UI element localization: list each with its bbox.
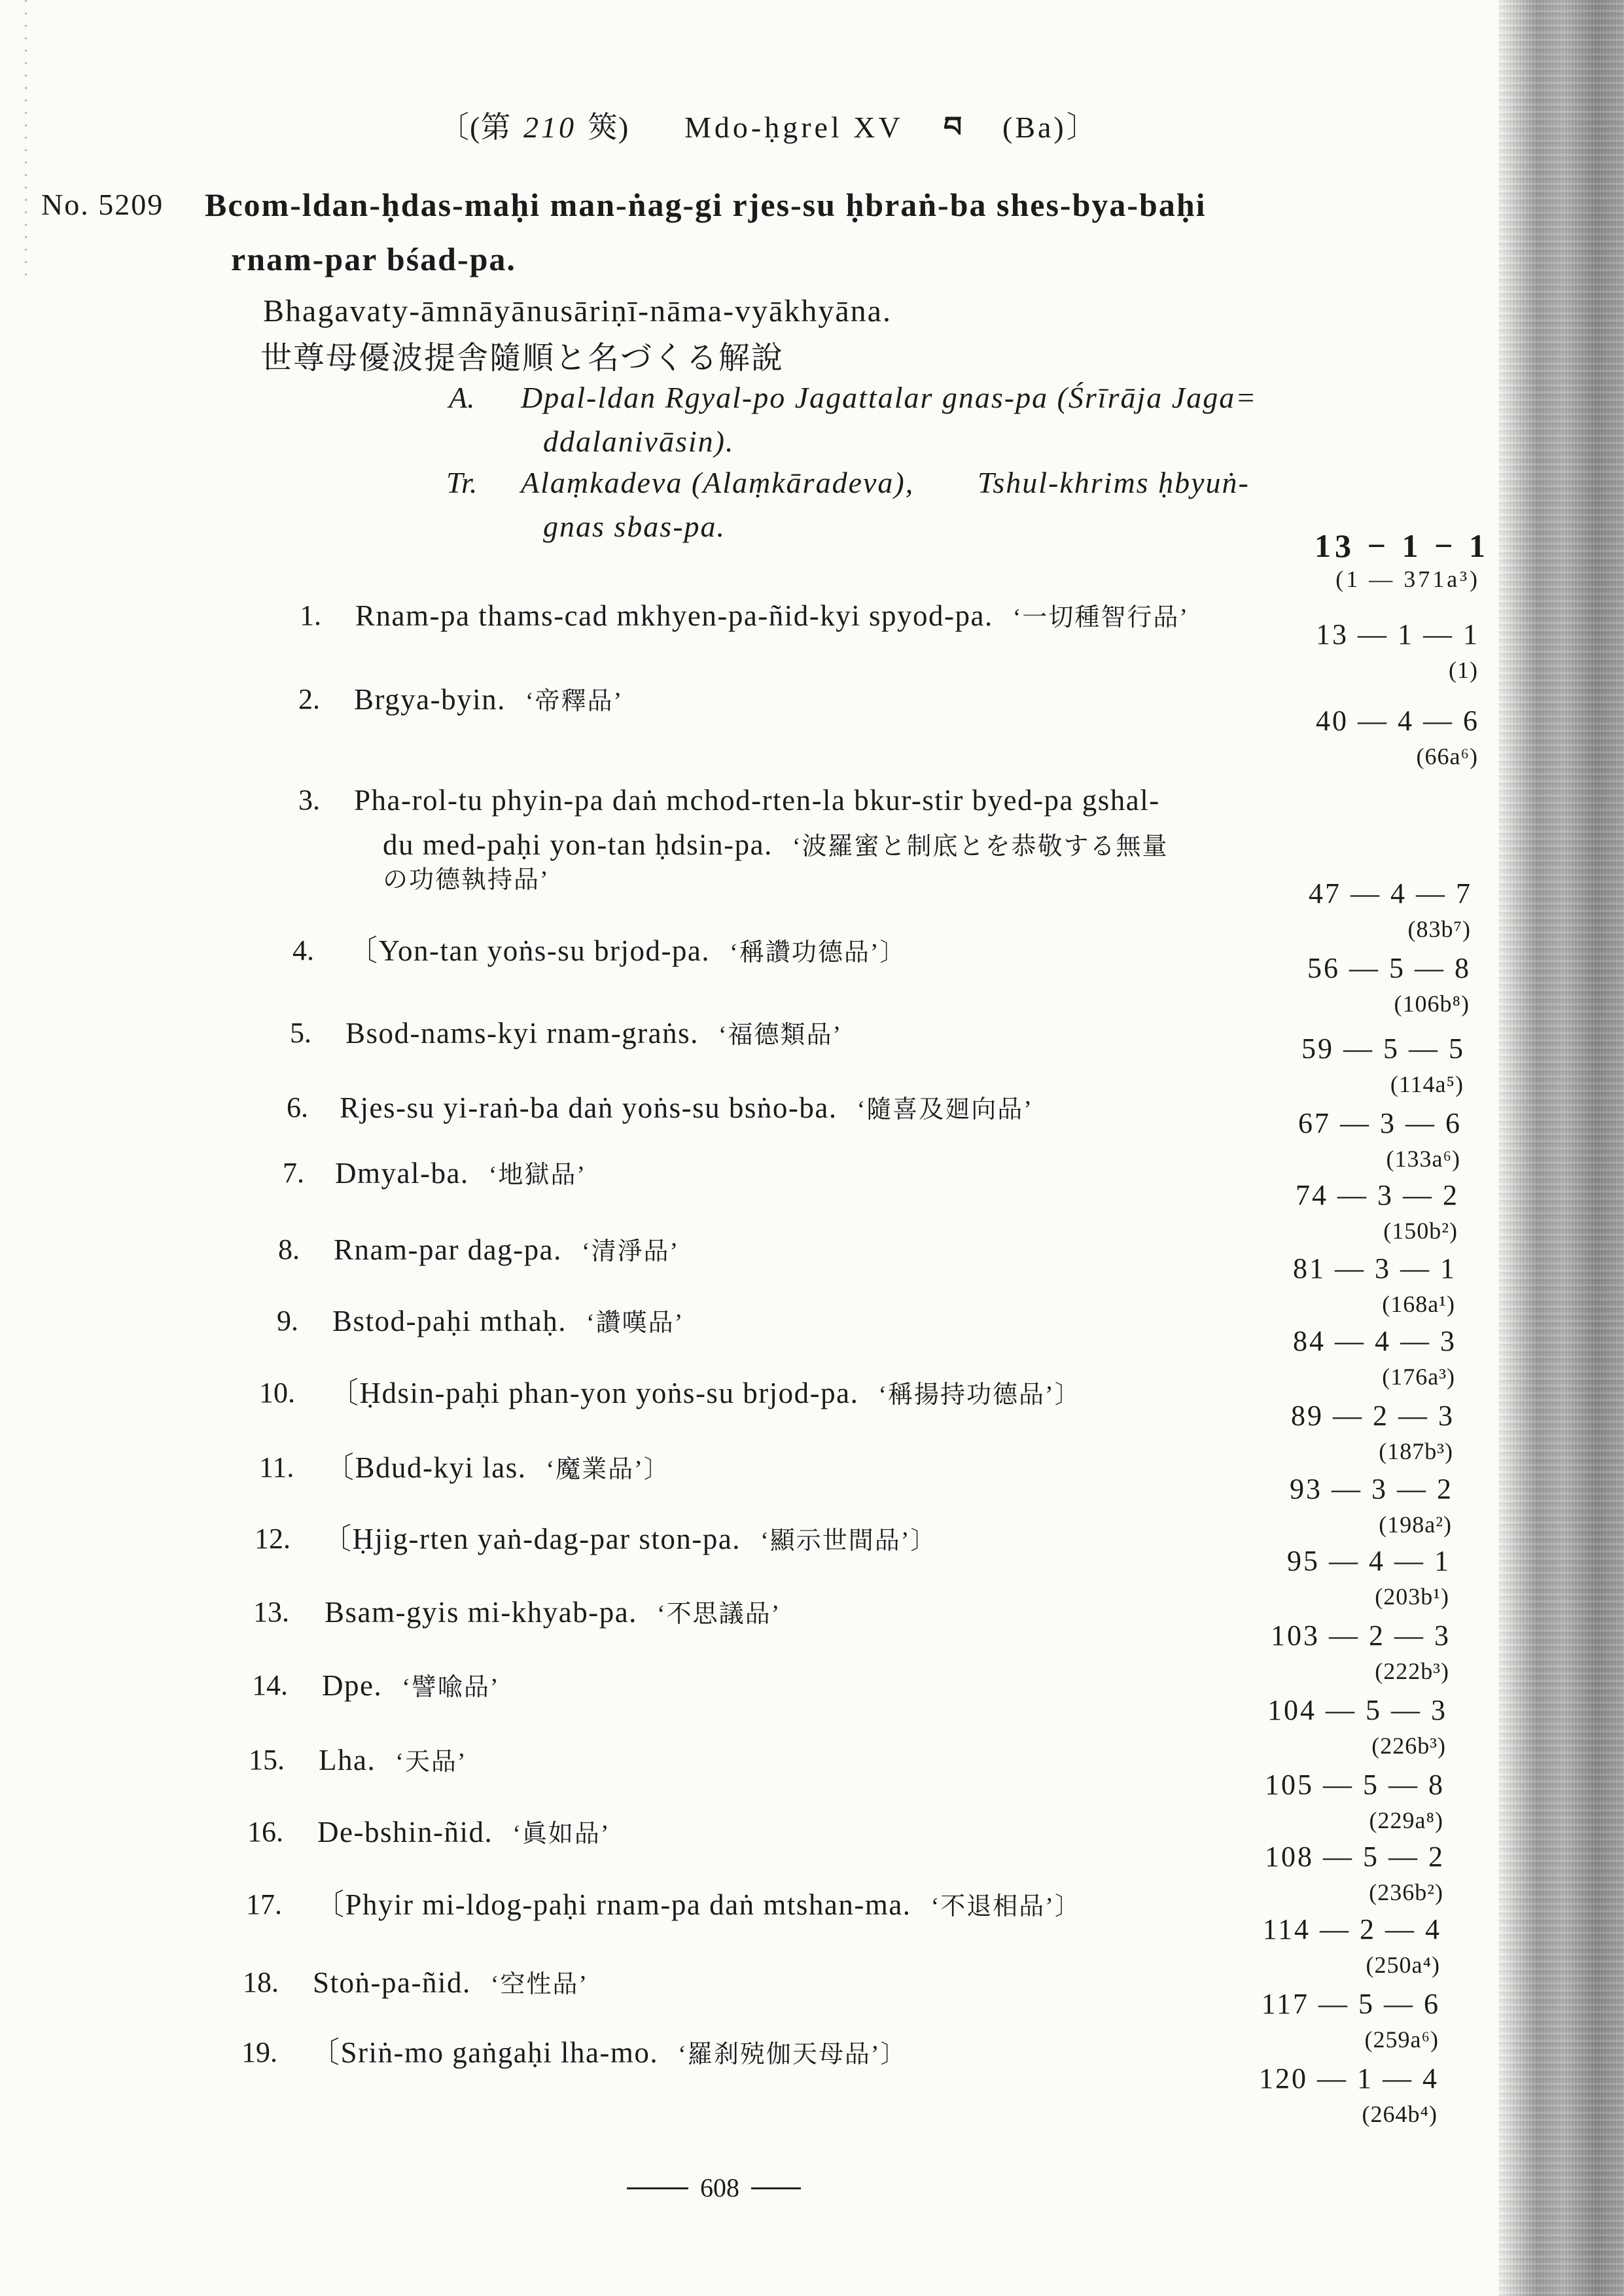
chapter-japanese-title: ‘羅刹殑伽天母品’〕	[678, 2041, 907, 2068]
chapter-folio-location: 117 — 5 — 6	[1261, 1988, 1440, 2020]
chapter-folio-location: 120 — 1 — 4	[1259, 2062, 1439, 2094]
chapter-page-reference: (66a⁶)	[1416, 743, 1478, 769]
page-footer	[627, 2170, 801, 2206]
chapter-japanese-title: ‘帝釋品’	[525, 688, 624, 715]
chapter-number: 15.	[249, 1744, 285, 1776]
entry-page-range: (1 — 371a³)	[1335, 566, 1480, 592]
chapter-page-reference: (250a⁴)	[1366, 1952, 1440, 1978]
entry-number: No. 5209	[41, 188, 164, 221]
chapter-tibetan-title: 〔Ḥjig-rten yaṅ-dag-par ston-pa.	[322, 1523, 741, 1555]
chapter-folio-location: 40 — 4 — 6	[1316, 705, 1479, 737]
chapter-page-reference: (259a⁶)	[1364, 2026, 1439, 2053]
chapter-tibetan-title: 〔Bdud-kyi las.	[325, 1451, 527, 1484]
chapter-tibetan-title: De-bshin-ñid.	[317, 1816, 493, 1848]
chapter-title-line	[332, 1303, 684, 1347]
author-name-line: ddalanivāsin).	[543, 425, 735, 458]
chapter-title-line	[313, 1964, 588, 2008]
chapter-folio-location: 104 — 5 — 3	[1267, 1694, 1447, 1726]
chapter-title-line	[310, 2034, 906, 2078]
chapter-title-line	[383, 862, 550, 904]
chapter-number: 6.	[287, 1091, 308, 1123]
chapter-page-reference: (1)	[1449, 657, 1478, 683]
chapter-number: 7.	[283, 1157, 304, 1189]
chapter-page-reference: (187b³)	[1379, 1438, 1453, 1464]
chapter-tibetan-title: 〔Ḥdsin-paḥi phan-yon yoṅs-su brjod-pa.	[329, 1377, 859, 1409]
chapter-tibetan-title: Dmyal-ba.	[335, 1157, 469, 1190]
chapter-japanese-title: ‘眞如品’	[512, 1820, 610, 1848]
chapter-japanese-title: ‘不思議品’	[656, 1600, 781, 1628]
chapter-folio-location: 56 — 5 — 8	[1307, 952, 1471, 984]
translator-name: Tshul-khrims ḥbyuṅ-	[978, 466, 1250, 499]
chapter-folio-location: 81 — 3 — 1	[1293, 1252, 1456, 1284]
chapter-folio-location: 74 — 3 — 2	[1296, 1179, 1459, 1211]
header-section: Mdo-ḥgrel XV	[684, 111, 904, 144]
chapter-title-line	[354, 782, 1160, 826]
chapter-page-reference: (198a²)	[1379, 1511, 1452, 1538]
chapter-japanese-title: ‘空性品’	[490, 1971, 589, 1998]
chapter-page-reference: (229a⁸)	[1369, 1807, 1443, 1833]
chapter-number: 11.	[259, 1451, 294, 1483]
chapter-title-line	[355, 597, 1189, 641]
translator-name-continuation: gnas sbas-pa.	[543, 510, 726, 543]
header-volume-number: 210	[523, 111, 576, 144]
chapter-folio-location: 105 — 5 — 8	[1265, 1769, 1445, 1801]
chapter-page-reference: (203b¹)	[1375, 1583, 1449, 1610]
chapter-title-line	[322, 1521, 936, 1564]
chapter-title-line	[334, 1231, 679, 1275]
chapter-tibetan-title: 〔Yon-tan yoṅs-su brjod-pa.	[348, 934, 711, 967]
chapter-japanese-title: ‘不退相品’〕	[930, 1893, 1081, 1920]
chapter-tibetan-title: 〔Sriṅ-mo gaṅgaḥi lha-mo.	[310, 2036, 659, 2069]
chapter-tibetan-title: Rjes-su yi-raṅ-ba daṅ yoṅs-su bsṅo-ba.	[340, 1091, 838, 1124]
chapter-title-line	[335, 1155, 586, 1199]
author-label: A.	[449, 381, 475, 414]
chapter-page-reference: (150b²)	[1383, 1218, 1458, 1244]
chapter-japanese-title: ‘清淨品’	[581, 1238, 680, 1265]
chapter-number: 16.	[247, 1816, 283, 1848]
chapter-number: 17.	[246, 1888, 282, 1920]
chapter-number: 4.	[292, 934, 314, 966]
chapter-tibetan-title: Brgya-byin.	[354, 683, 506, 716]
chapter-title-line	[322, 1667, 500, 1711]
chapter-tibetan-title: Bsam-gyis mi-khyab-pa.	[325, 1596, 637, 1629]
chapter-title-line	[354, 681, 623, 725]
chapter-page-reference: (114a⁵)	[1390, 1071, 1464, 1097]
chapter-page-reference: (176a³)	[1382, 1364, 1455, 1390]
chapter-number: 18.	[243, 1966, 279, 1998]
chapter-page-reference: (133a⁶)	[1386, 1146, 1460, 1172]
chapter-page-reference: (222b³)	[1375, 1658, 1449, 1684]
chapter-number: 10.	[259, 1377, 295, 1409]
chapter-page-reference: (106b⁸)	[1394, 991, 1470, 1017]
chapter-japanese-title: ‘地獄品’	[488, 1161, 586, 1189]
chapter-japanese-title: ‘福德類品’	[718, 1021, 843, 1049]
chapter-title-line	[319, 1742, 467, 1786]
page-number: 608	[700, 2173, 739, 2202]
chapter-number: 13.	[253, 1596, 289, 1628]
tibetan-title-line: Bcom-ldan-ḥdas-maḥi man-ṅag-gi rjes-su ḥbraṅ-ba shes-bya-baḥi	[205, 186, 1207, 223]
chapter-tibetan-title: Bsod-nams-kyi rnam-graṅs.	[345, 1017, 699, 1050]
chapter-folio-location: 95 — 4 — 1	[1287, 1545, 1451, 1577]
chapter-number: 12.	[255, 1523, 291, 1555]
entry-folio-location: 13 − 1 − 1	[1315, 527, 1489, 564]
chapter-number: 1.	[300, 599, 321, 631]
chapter-japanese-title: ‘魔業品’〕	[546, 1456, 670, 1483]
chapter-tibetan-title: Dpe.	[322, 1669, 383, 1702]
japanese-title: 世尊母優波提舎隨順と名づくる解說	[260, 341, 785, 376]
translator-name: Alaṃkadeva (Alaṃkāradeva),	[521, 466, 915, 499]
chapter-tibetan-title: Lha.	[319, 1744, 376, 1776]
chapter-tibetan-title: Bstod-paḥi mthaḥ.	[332, 1305, 567, 1337]
translator-label: Tr.	[446, 466, 478, 499]
chapter-title-line	[345, 1015, 842, 1059]
chapter-number: 8.	[278, 1233, 300, 1265]
chapter-page-reference: (236b²)	[1369, 1879, 1443, 1905]
author-name-line: Dpal-ldan Rgyal-po Jagattalar gnas-pa (Śrīrāja Jaga=	[521, 381, 1258, 414]
chapter-tibetan-title: Stoṅ-pa-ñid.	[313, 1966, 471, 1999]
chapter-japanese-title: ‘譬喩品’	[402, 1674, 500, 1701]
chapter-title-line	[325, 1449, 670, 1493]
chapter-title-line	[317, 1814, 610, 1858]
tibetan-title-line: rnam-par bśad-pa.	[231, 241, 516, 277]
chapter-folio-location: 13 — 1 — 1	[1316, 618, 1479, 650]
header-volume-suffix: 筴)	[588, 111, 629, 144]
chapter-number: 2.	[298, 683, 320, 715]
chapter-japanese-title: ‘一切種智行品’	[1012, 604, 1190, 631]
chapter-folio-location: 67 — 3 — 6	[1298, 1107, 1462, 1139]
chapter-tibetan-title: Pha-rol-tu phyin-pa daṅ mchod-rten-la bkur-stir byed-pa gshal-	[354, 784, 1160, 817]
chapter-japanese-title: ‘隨喜及廻向品’	[856, 1096, 1033, 1123]
chapter-page-reference: (168a¹)	[1382, 1291, 1455, 1317]
chapter-folio-location: 114 — 2 — 4	[1262, 1913, 1441, 1945]
chapter-folio-location: 108 — 5 — 2	[1265, 1841, 1445, 1873]
chapter-folio-location: 89 — 2 — 3	[1291, 1400, 1455, 1432]
chapter-page-reference: (83b⁷)	[1407, 916, 1471, 942]
sanskrit-title: Bhagavaty-āmnāyānusāriṇī-nāma-vyākhyāna.	[263, 294, 892, 328]
chapter-tibetan-title: Rnam-par dag-pa.	[334, 1233, 562, 1266]
chapter-title-line	[348, 932, 906, 976]
chapter-folio-location: 59 — 5 — 5	[1301, 1033, 1465, 1065]
chapter-tibetan-title: Rnam-pa thams-cad mkhyen-pa-ñid-kyi spyod-pa.	[355, 599, 993, 632]
chapter-title-line	[329, 1375, 1081, 1419]
chapter-japanese-title: の功德執持品’	[383, 866, 550, 894]
header-volume-prefix: 〔(第	[439, 111, 512, 144]
chapter-japanese-title: ‘天品’	[395, 1748, 467, 1776]
chapter-page-reference: (264b⁴)	[1362, 2101, 1438, 2127]
chapter-number: 9.	[277, 1305, 298, 1337]
chapter-number: 5.	[290, 1017, 311, 1049]
chapter-japanese-title: ‘稱讚功德品’〕	[730, 939, 906, 966]
chapter-japanese-title: ‘波羅蜜と制底とを恭敬する無量	[792, 833, 1169, 860]
chapter-title-line	[325, 1594, 781, 1638]
chapter-japanese-title: ‘讚嘆品’	[586, 1309, 684, 1337]
header-letter-name: (Ba)〕	[1002, 111, 1099, 144]
chapter-folio-location: 84 — 4 — 3	[1293, 1325, 1456, 1357]
chapter-tibetan-title: 〔Phyir mi-ldog-paḥi rnam-pa daṅ mtshan-ma.	[315, 1888, 911, 1921]
chapter-folio-location: 103 — 2 — 3	[1271, 1619, 1451, 1651]
chapter-number: 19.	[241, 2036, 277, 2068]
chapter-number: 3.	[298, 784, 320, 816]
chapter-folio-location: 47 — 4 — 7	[1309, 877, 1472, 910]
header-tibetan-letter: བ	[944, 111, 962, 143]
chapter-japanese-title: ‘顯示世間品’〕	[760, 1527, 937, 1555]
chapter-title-line	[340, 1089, 1033, 1133]
footer-rule-left	[627, 2187, 688, 2189]
footer-rule-right	[751, 2187, 801, 2189]
chapter-number: 14.	[252, 1669, 288, 1701]
chapter-tibetan-title: du med-paḥi yon-tan ḥdsin-pa.	[383, 828, 773, 861]
chapter-title-line	[315, 1886, 1081, 1930]
chapter-folio-location: 93 — 3 — 2	[1290, 1473, 1453, 1505]
chapter-page-reference: (226b³)	[1371, 1733, 1446, 1759]
chapter-japanese-title: ‘稱揚持功德品’〕	[878, 1381, 1081, 1409]
